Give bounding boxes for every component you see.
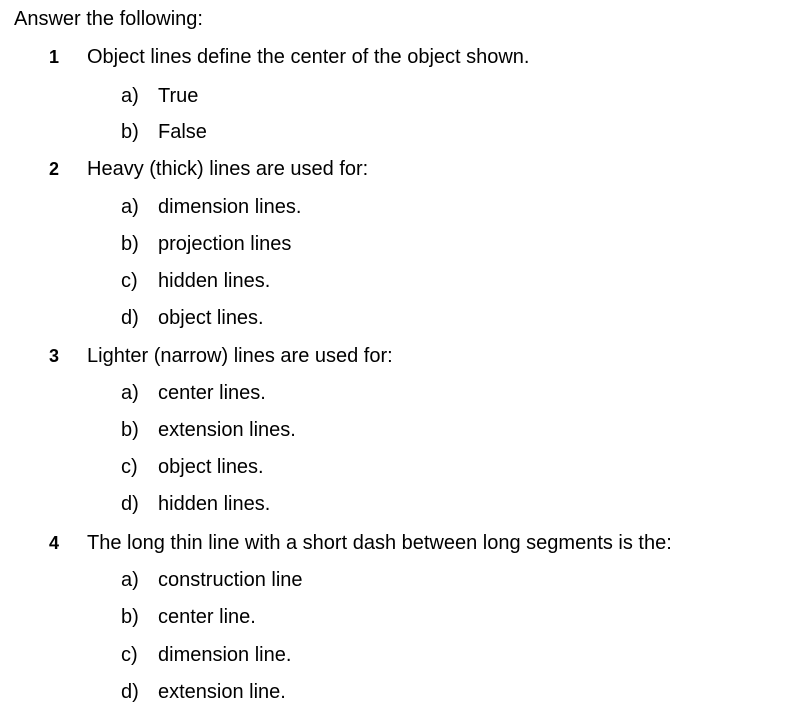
question-3-option-d: [0, 491, 796, 517]
option-letter: a): [121, 569, 139, 591]
question-4-option-c: [0, 642, 796, 668]
option-letter: c): [121, 456, 138, 478]
option-text: hidden lines.: [158, 270, 271, 292]
option-text: dimension lines.: [158, 196, 302, 218]
question-number: 3: [49, 346, 60, 366]
question-text: Lighter (narrow) lines are used for:: [87, 345, 393, 367]
option-letter: b): [121, 606, 139, 628]
question-4: [0, 530, 796, 556]
question-number: 1: [49, 47, 60, 67]
option-letter: d): [121, 493, 139, 515]
option-letter: c): [121, 644, 138, 666]
option-letter: b): [121, 233, 139, 255]
option-letter: a): [121, 85, 139, 107]
option-letter: d): [121, 307, 139, 329]
question-4-option-d: [0, 679, 796, 705]
option-text: dimension line.: [158, 644, 292, 666]
question-number: 2: [49, 159, 60, 179]
question-text: Heavy (thick) lines are used for:: [87, 158, 369, 180]
option-text: False: [158, 121, 207, 143]
option-text: True: [158, 85, 199, 107]
question-3: [0, 343, 796, 369]
option-text: object lines.: [158, 307, 264, 329]
question-2: [0, 156, 796, 182]
question-3-option-b: [0, 417, 796, 443]
option-text: center line.: [158, 606, 256, 628]
question-2-option-a: [0, 194, 796, 220]
option-text: extension line.: [158, 681, 286, 703]
option-letter: a): [121, 196, 139, 218]
option-letter: d): [121, 681, 139, 703]
question-text: Object lines define the center of the object shown.: [87, 46, 530, 68]
question-number: 4: [49, 533, 60, 553]
question-4-option-b: [0, 604, 796, 630]
question-4-option-a: [0, 567, 796, 593]
question-2-option-c: [0, 268, 796, 294]
question-1-option-b: [0, 119, 796, 145]
option-letter: c): [121, 270, 138, 292]
option-letter: a): [121, 382, 139, 404]
question-1-option-a: [0, 83, 796, 109]
option-text: center lines.: [158, 382, 266, 404]
question-2-option-b: [0, 231, 796, 257]
question-text: The long thin line with a short dash between long segments is the:: [87, 532, 672, 554]
option-letter: b): [121, 121, 139, 143]
option-text: hidden lines.: [158, 493, 271, 515]
option-text: extension lines.: [158, 419, 296, 441]
option-text: construction line: [158, 569, 303, 591]
question-3-option-a: [0, 380, 796, 406]
option-letter: b): [121, 419, 139, 441]
option-text: object lines.: [158, 456, 264, 478]
instructions-heading: Answer the following:: [14, 8, 203, 30]
question-1: [0, 44, 796, 70]
question-3-option-c: [0, 454, 796, 480]
option-text: projection lines: [158, 233, 292, 255]
question-2-option-d: [0, 305, 796, 331]
